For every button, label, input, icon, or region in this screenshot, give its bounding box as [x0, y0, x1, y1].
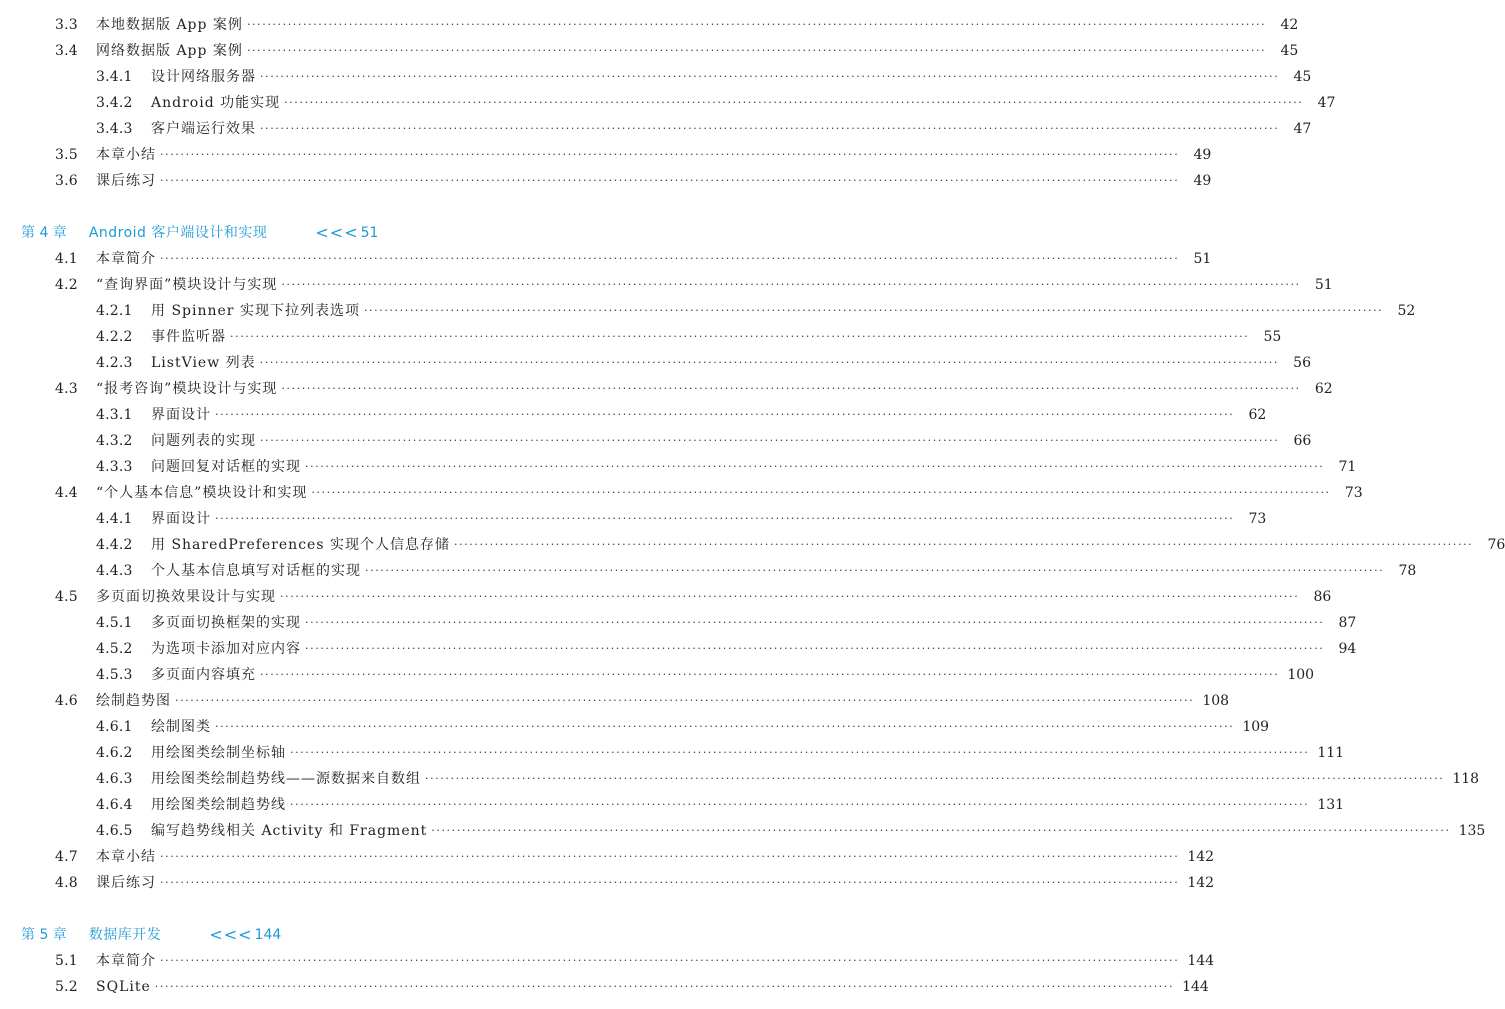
leader-dots: ········································································································································································································	[453, 538, 1474, 551]
toc-section-row[interactable]	[55, 246, 1212, 272]
chapter-title: Android 客户端设计和实现	[88, 225, 268, 241]
section-title: SQLite	[96, 979, 151, 995]
page-number: 47	[1317, 95, 1336, 111]
section-title: 课后练习	[96, 173, 156, 189]
page-number: 51	[1314, 277, 1333, 293]
section-number: 4.7	[55, 849, 78, 865]
toc-section-row[interactable]	[55, 870, 1215, 896]
section-title: 用绘图类绘制趋势线——源数据来自数组	[151, 771, 421, 787]
leader-dots: ········································································································································································································	[290, 746, 1310, 759]
page-number: 52	[1397, 303, 1416, 319]
section-title: 多页面切换框架的实现	[151, 615, 301, 631]
section-number: 3.3	[55, 17, 78, 33]
page-number: 131	[1317, 797, 1345, 813]
toc-section-row[interactable]	[55, 948, 1215, 974]
page-number: 87	[1338, 615, 1357, 631]
toc-subsection-row[interactable]	[96, 454, 1357, 480]
section-title: 问题列表的实现	[151, 433, 256, 449]
leader-dots: ········································································································································································································	[160, 174, 1180, 187]
section-number: 4.3.3	[96, 459, 133, 475]
section-title: 界面设计	[151, 407, 211, 423]
page-number: 144	[1182, 979, 1209, 995]
section-number: 4.5.2	[96, 641, 133, 657]
section-title: 网络数据版 App 案例	[96, 43, 243, 59]
page-number: 45	[1280, 43, 1299, 59]
toc-section-row[interactable]	[55, 376, 1333, 402]
section-title: “报考咨询”模块设计与实现	[96, 381, 278, 397]
section-title: 用 SharedPreferences 实现个人信息存储	[151, 537, 450, 553]
section-number: 5.1	[55, 953, 78, 969]
page-number: 118	[1452, 771, 1480, 787]
toc-subsection-row[interactable]	[96, 116, 1312, 142]
chapter-number: 第 4 章	[21, 225, 67, 241]
leader-dots: ········································································································································································································	[305, 642, 1325, 655]
toc-subsection-row[interactable]	[96, 402, 1267, 428]
page-number: 135	[1458, 823, 1486, 839]
page-number: 71	[1338, 459, 1357, 475]
leader-dots: ········································································································································································································	[305, 616, 1325, 629]
chapter-page-number: 144	[254, 927, 282, 943]
leader-dots: ········································································································································································································	[160, 148, 1180, 161]
section-number: 4.2	[55, 277, 78, 293]
section-number: 4.8	[55, 875, 78, 891]
section-title: 本章简介	[96, 251, 156, 267]
section-number: 4.5.1	[96, 615, 133, 631]
section-number: 4.6.1	[96, 719, 133, 735]
leader-dots: ········································································································································································································	[230, 330, 1250, 343]
chapter-number: 第 5 章	[21, 927, 67, 943]
section-title: 客户端运行效果	[151, 121, 256, 137]
section-number: 4.6	[55, 693, 78, 709]
section-title: 本章简介	[96, 953, 156, 969]
section-number: 4.2.2	[96, 329, 133, 345]
section-title: 问题回复对话框的实现	[151, 459, 301, 475]
toc-section-row[interactable]	[55, 974, 1209, 1000]
page-number: 66	[1293, 433, 1312, 449]
toc-section-row[interactable]	[55, 272, 1333, 298]
toc-subsection-row[interactable]	[96, 740, 1345, 766]
toc-subsection-row[interactable]	[96, 298, 1416, 324]
section-number: 4.5	[55, 589, 78, 605]
leader-dots: ········································································································································································································	[160, 876, 1180, 889]
section-title: “查询界面”模块设计与实现	[96, 277, 278, 293]
section-number: 4.6.4	[96, 797, 133, 813]
toc-subsection-row[interactable]	[96, 610, 1357, 636]
leader-dots: ········································································································································································································	[363, 304, 1384, 317]
page-number: 51	[1193, 251, 1212, 267]
section-number: 4.2.1	[96, 303, 133, 319]
toc-subsection-row[interactable]	[96, 324, 1282, 350]
section-title: 多页面切换效果设计与实现	[96, 589, 276, 605]
toc-section-row[interactable]	[55, 38, 1299, 64]
toc-subsection-row[interactable]	[96, 714, 1270, 740]
toc-subsection-row[interactable]	[96, 428, 1312, 454]
toc-section-row[interactable]	[55, 480, 1363, 506]
page-number: 45	[1293, 69, 1312, 85]
leader-dots: ········································································································································································································	[154, 980, 1175, 993]
toc-subsection-row[interactable]	[96, 662, 1315, 688]
section-title: 事件监听器	[151, 329, 226, 345]
leader-dots: ········································································································································································································	[215, 408, 1235, 421]
page-number: 142	[1187, 875, 1215, 891]
section-number: 4.3	[55, 381, 78, 397]
leader-dots: ········································································································································································································	[175, 694, 1195, 707]
section-number: 3.4.2	[96, 95, 133, 111]
section-number: 4.6.3	[96, 771, 133, 787]
page-number: 94	[1338, 641, 1357, 657]
toc-subsection-row[interactable]	[96, 64, 1312, 90]
section-number: 4.3.1	[96, 407, 133, 423]
section-title: Android 功能实现	[151, 95, 281, 111]
section-number: 5.2	[55, 979, 78, 995]
section-title: “个人基本信息”模块设计和实现	[96, 485, 308, 501]
section-number: 3.5	[55, 147, 78, 163]
chapter-page-number: 51	[360, 225, 379, 241]
toc-section-row[interactable]	[55, 688, 1230, 714]
chapter-heading	[21, 922, 281, 948]
section-title: 用绘图类绘制坐标轴	[151, 745, 286, 761]
toc-subsection-row[interactable]	[96, 766, 1480, 792]
section-title: 用 Spinner 实现下拉列表选项	[151, 303, 360, 319]
page-number: 49	[1193, 173, 1212, 189]
section-number: 4.4.3	[96, 563, 133, 579]
section-number: 4.6.2	[96, 745, 133, 761]
section-title: 多页面内容填充	[151, 667, 256, 683]
leader-dots: ········································································································································································································	[215, 512, 1235, 525]
section-title: 绘制图类	[151, 719, 211, 735]
page-number: 55	[1263, 329, 1282, 345]
leader-dots: ········································································································································································································	[260, 122, 1280, 135]
chapter-arrow-glyph: <<<	[209, 925, 253, 944]
toc-section-row[interactable]	[55, 142, 1212, 168]
leader-dots: ········································································································································································································	[260, 434, 1280, 447]
page-number: 142	[1187, 849, 1215, 865]
section-title: 个人基本信息填写对话框的实现	[151, 563, 361, 579]
toc-section-row[interactable]	[55, 12, 1299, 38]
toc-subsection-row[interactable]	[96, 636, 1357, 662]
page-number: 62	[1248, 407, 1267, 423]
section-title: 课后练习	[96, 875, 156, 891]
section-number: 3.4	[55, 43, 78, 59]
section-title: ListView 列表	[151, 355, 256, 371]
toc-subsection-row[interactable]	[96, 792, 1345, 818]
leader-dots: ········································································································································································································	[425, 772, 1445, 785]
section-title: 为选项卡添加对应内容	[151, 641, 301, 657]
leader-dots: ········································································································································································································	[246, 44, 1267, 57]
page-number: 76	[1487, 537, 1505, 553]
page-number: 56	[1293, 355, 1311, 371]
page-number: 78	[1398, 563, 1417, 579]
leader-dots: ········································································································································································································	[280, 590, 1300, 603]
section-number: 3.6	[55, 173, 78, 189]
chapter-heading	[21, 220, 378, 246]
leader-dots: ········································································································································································································	[305, 460, 1325, 473]
section-number: 4.2.3	[96, 355, 133, 371]
page-number: 108	[1202, 693, 1230, 709]
toc-section-row[interactable]	[55, 168, 1212, 194]
leader-dots: ········································································································································································································	[284, 96, 1304, 109]
leader-dots: ········································································································································································································	[311, 486, 1331, 499]
chapter-title: 数据库开发	[88, 927, 162, 943]
page-number: 100	[1287, 667, 1315, 683]
toc-subsection-row[interactable]	[96, 818, 1486, 844]
section-number: 4.4	[55, 485, 78, 501]
leader-dots: ········································································································································································································	[259, 356, 1279, 369]
section-title: 本地数据版 App 案例	[96, 17, 243, 33]
page-number: 42	[1280, 17, 1299, 33]
toc-section-row[interactable]	[55, 844, 1215, 870]
leader-dots: ········································································································································································································	[290, 798, 1310, 811]
leader-dots: ········································································································································································································	[281, 382, 1301, 395]
page-number: 73	[1248, 511, 1267, 527]
page-number: 47	[1293, 121, 1312, 137]
section-title: 设计网络服务器	[151, 69, 256, 85]
leader-dots: ········································································································································································································	[160, 954, 1180, 967]
section-title: 绘制趋势图	[96, 693, 171, 709]
leader-dots: ········································································································································································································	[431, 824, 1451, 837]
chapter-arrow-glyph: <<<	[315, 223, 359, 242]
section-number: 4.3.2	[96, 433, 133, 449]
section-number: 4.4.1	[96, 511, 133, 527]
section-number: 4.6.5	[96, 823, 133, 839]
toc-subsection-row[interactable]	[96, 90, 1336, 116]
section-number: 3.4.3	[96, 121, 133, 137]
toc-subsection-row[interactable]	[96, 558, 1417, 584]
toc-subsection-row[interactable]	[96, 350, 1311, 376]
toc-subsection-row[interactable]	[96, 532, 1505, 558]
leader-dots: ········································································································································································································	[160, 850, 1180, 863]
toc-subsection-row[interactable]	[96, 506, 1267, 532]
section-title: 界面设计	[151, 511, 211, 527]
toc-section-row[interactable]	[55, 584, 1332, 610]
page-number: 109	[1242, 719, 1270, 735]
section-number: 4.1	[55, 251, 78, 267]
leader-dots: ········································································································································································································	[246, 18, 1267, 31]
leader-dots: ········································································································································································································	[260, 668, 1280, 681]
page-number: 73	[1344, 485, 1363, 501]
section-number: 4.5.3	[96, 667, 133, 683]
page-number: 86	[1313, 589, 1332, 605]
page-number: 49	[1193, 147, 1212, 163]
leader-dots: ········································································································································································································	[365, 564, 1385, 577]
leader-dots: ········································································································································································································	[260, 70, 1280, 83]
page-number: 62	[1314, 381, 1333, 397]
section-number: 4.4.2	[96, 537, 133, 553]
page-number: 144	[1187, 953, 1215, 969]
leader-dots: ········································································································································································································	[215, 720, 1235, 733]
section-title: 编写趋势线相关 Activity 和 Fragment	[151, 823, 428, 839]
section-title: 本章小结	[96, 849, 156, 865]
page-number: 111	[1317, 745, 1345, 761]
section-title: 用绘图类绘制趋势线	[151, 797, 286, 813]
leader-dots: ········································································································································································································	[281, 278, 1301, 291]
leader-dots: ········································································································································································································	[160, 252, 1180, 265]
section-number: 3.4.1	[96, 69, 133, 85]
section-title: 本章小结	[96, 147, 156, 163]
